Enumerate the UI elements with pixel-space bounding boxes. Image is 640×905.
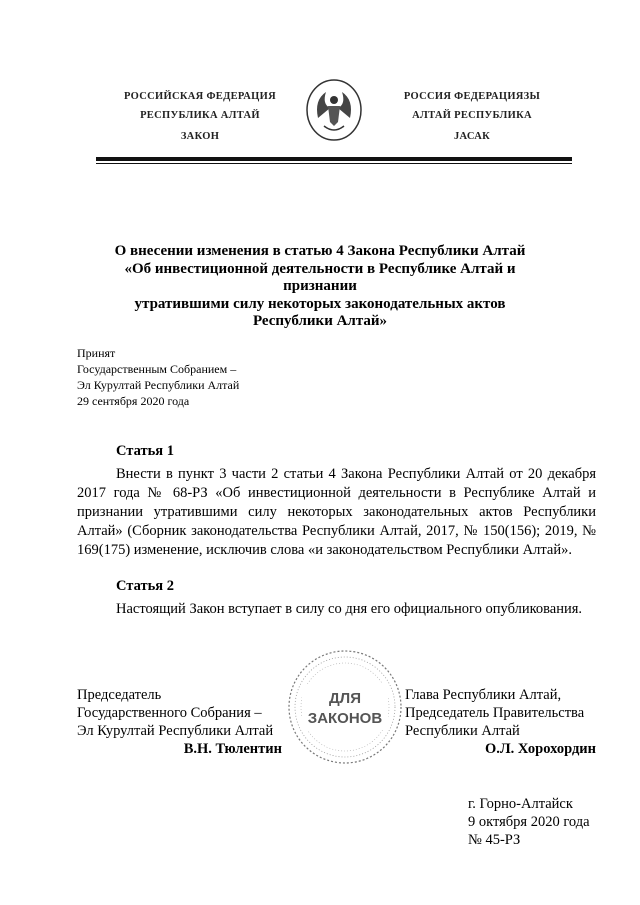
article-2-text: Настоящий Закон вступает в силу со дня его официального опубликования.: [116, 601, 583, 617]
article-1-text: Внести в пункт 3 части 2 статьи 4 Закона Республики Алтай от 20 декабря 2017 года № 68-РЗ «Об инвестиционной деятельности в Республике Алтай и признании утратившими силу некоторых законодательных актов Республики Алтай» (Сборник законодательства Республики Алтай, 2017, № 150(156); 2019, № 169(175) изменение, исключив слова «и законодательством Республики Алтай».: [77, 466, 596, 558]
signature-right: Глава Республики Алтай, Председатель Правительства Республики Алтай О.Л. Хорохордин: [405, 687, 596, 757]
header-right-line1: РОССИЯ ФЕДЕРАЦИЯЗЫ: [403, 91, 541, 102]
header-left-law: ЗАКОН: [180, 131, 220, 142]
article-2-heading: Статья 2: [116, 578, 174, 594]
law-stamp: [286, 648, 404, 766]
law-title: О внесении изменения в статью 4 Закона Республики Алтай «Об инвестиционной деятельности в Республике Алтай и признании утратившими силу некоторых законодательных актов Республики Алтай»: [114, 243, 526, 329]
header-rule-thick: [96, 157, 572, 161]
signature-left: Председатель Государственного Собрания – Эл Курултай Республики Алтай В.Н. Тюлентин: [77, 687, 282, 757]
stamp-text-line2: ЗАКОНОВ: [307, 710, 383, 727]
place-date-number: г. Горно-Алтайск 9 октября 2020 года № 45-РЗ: [468, 796, 590, 848]
header-right-law: JАСАК: [453, 131, 491, 142]
article-1-heading: Статья 1: [116, 443, 174, 459]
signature-right-name: О.Л. Хорохордин: [484, 741, 596, 757]
header-right-line2: АЛТАЙ РЕСПУБЛИКА: [412, 110, 532, 121]
header-left-line2: РЕСПУБЛИКА АЛТАЙ: [140, 110, 260, 121]
stamp-text-line1: ДЛЯ: [329, 690, 361, 707]
adoption-note: Принят Государственным Собранием – Эл Курултай Республики Алтай 29 сентября 2020 года: [77, 346, 240, 408]
header-left-line1: РОССИЙСКАЯ ФЕДЕРАЦИЯ: [124, 91, 276, 102]
signature-left-name: В.Н. Тюлентин: [183, 741, 282, 757]
coat-of-arms-icon: [304, 78, 364, 142]
header-rule-thin: [96, 163, 572, 164]
